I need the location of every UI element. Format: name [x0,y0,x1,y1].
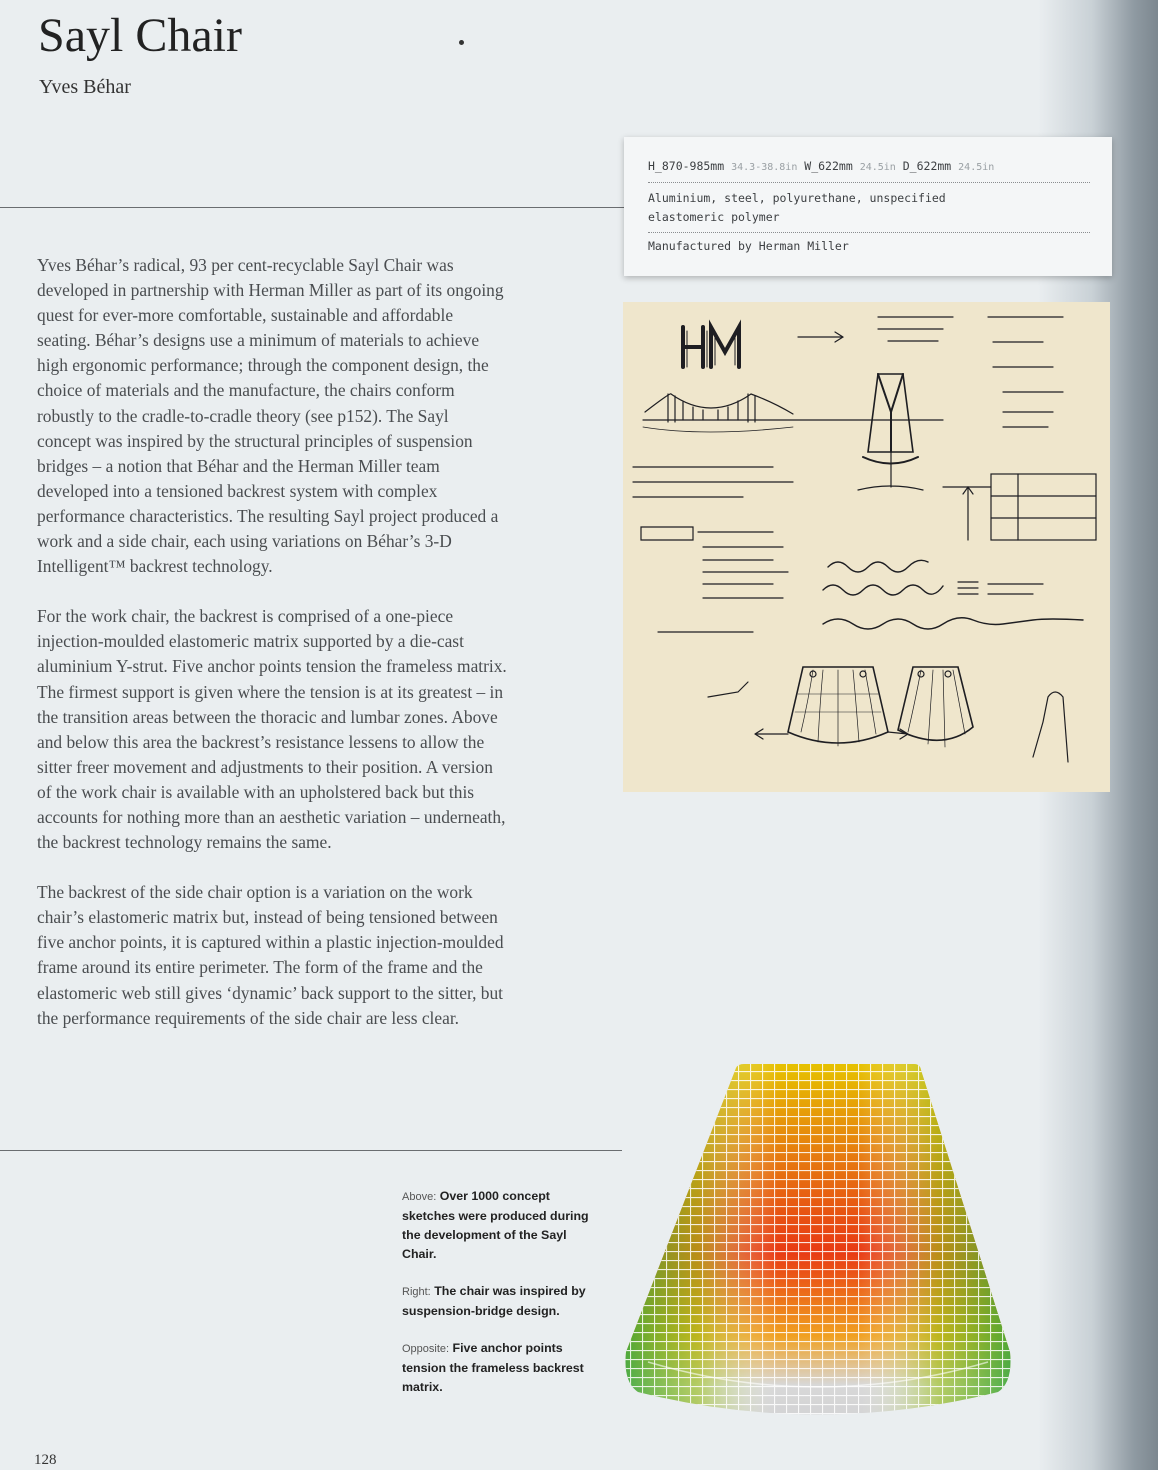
paragraph: The backrest of the side chair option is a variation on the work chair’s elastomeric matrix but, instead of being tensioned between five anchor points, it is captured within a plastic injection-moulded frame around its entire perimeter. The form of the frame and the elastomeric web still gives ‘dynamic’ back support to the sitter, but the performance requirements of the side chair are less clear. [37,882,504,1028]
body-text [37,253,507,1056]
materials [648,189,1090,227]
spec-divider [648,182,1090,183]
spec-divider [648,232,1090,233]
dimensions-row [648,159,1090,173]
caption-opposite [402,1339,602,1397]
top-rule [0,207,625,208]
concept-sketches-image [623,302,1110,792]
depth-in: 24.5in [958,162,995,173]
caption-text: Five anchor points tension the frameless backrest matrix. [402,1341,584,1394]
height-in: 34.3-38.8in [731,162,798,173]
paragraph: For the work chair, the backrest is comprised of a one-piece injection-moulded elastomeric matrix supported by a die-cast aluminium Y-strut. Five anchor points tension the frameless matrix. The firmest support is given where the tension is at its greatest – in the transition areas between the thoracic and lumbar zones. Above and below this area the backrest’s resistance lessens to allow the sitter freer movement and adjustments to their position. A version of the work chair is available with an upholstered back but this accounts for nothing more than an aesthetic variation – underneath, the backrest technology remains the same. [37,606,507,853]
page-title: Sayl Chair [38,9,242,62]
width-in: 24.5in [859,162,896,173]
materials-line: Aluminium, steel, polyurethane, unspecified [648,191,946,205]
backrest-matrix [618,1062,1018,1442]
caption-text: Over 1000 concept sketches were produced during the development of the Sayl Chair. [402,1189,589,1261]
manufacturer: Manufactured by Herman Miller [648,239,849,253]
caption-label: Above: [402,1191,437,1203]
bottom-rule [0,1150,622,1151]
decorative-dot [459,40,464,45]
page-number: 128 [34,1452,57,1468]
backrest-heatmap-image [618,1062,1018,1442]
author-name: Yves Béhar [39,76,131,98]
caption-above [402,1187,602,1264]
depth-mm: D_622mm [902,159,952,173]
spec-card [624,137,1112,276]
caption-label: Opposite: [402,1343,450,1355]
sketch-drawing [623,302,1110,792]
materials-line: elastomeric polymer [648,210,780,224]
height-mm: H_870-985mm [648,159,725,173]
width-mm: W_622mm [804,159,853,173]
caption-label: Right: [402,1286,431,1298]
paragraph: Yves Béhar’s radical, 93 per cent-recyclable Sayl Chair was developed in partnership with Herman Miller as part of its ongoing quest for ever-more comfortable, sustainable and affordable seating. Béhar’s designs use a minimum of materials to achieve high ergonomic performance; through the component design, the choice of materials and the manufacture, the chairs conform robustly to the cradle-to-cradle theory (see p152). The Sayl concept was inspired by the structural principles of suspension bridges – a notion that Béhar and the Herman Miller team developed into a tensioned backrest system with complex performance characteristics. The resulting Sayl project produced a work and a side chair, each using variations on Béhar’s 3-D Intelligent™ backrest technology. [37,255,504,577]
caption-text: The chair was inspired by suspension-bridge design. [402,1284,586,1318]
caption-right [402,1282,602,1321]
